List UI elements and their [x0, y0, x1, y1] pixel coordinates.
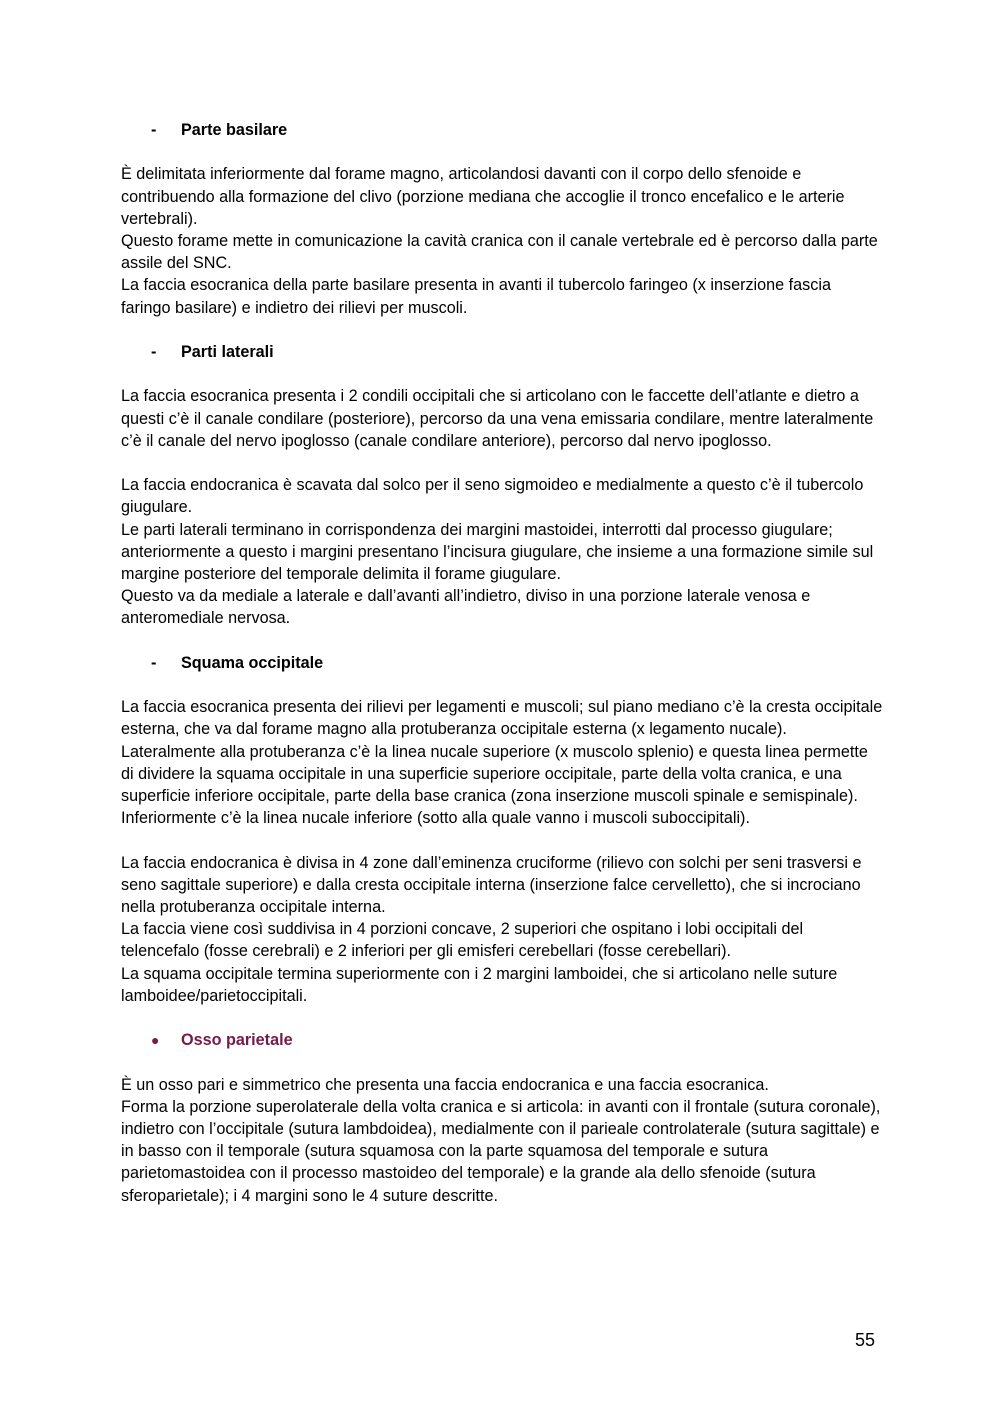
paragraph-group: [121, 852, 883, 1007]
paragraph-group: [121, 474, 883, 629]
heading-text: Parti laterali: [181, 342, 274, 361]
paragraph: È delimitata inferiormente dal forame magno, articolandosi davanti con il corpo dello sfenoide e contribuendo alla formazione del clivo (porzione mediana che accoglie il tronco encefalico e le arterie vertebrali).: [121, 165, 845, 228]
paragraph: Le parti laterali terminano in corrispondenza dei margini mastoidei, interrotti dal processo giugulare; anteriormente a questo i margini presentano l’incisura giugulare, che insieme a una formazione simile sul margine posteriore del temporale delimita il forame giugulare.: [121, 520, 874, 583]
paragraph-group: [121, 1074, 883, 1207]
dash-marker: -: [151, 342, 157, 361]
section-heading-parti-laterali: [121, 341, 883, 363]
paragraph-group: [121, 163, 883, 318]
paragraph: È un osso pari e simmetrico che presenta una faccia endocranica e una faccia esocranica.: [121, 1075, 769, 1094]
paragraph: Lateralmente alla protuberanza c’è la linea nucale superiore (x muscolo splenio) e questa linea permette di dividere la squama occipitale in una superficie superiore occipitale, parte della volta cranica, e una superficie inferiore occipitale, parte della base cranica (zona inserzione muscoli spinale e semispinale).: [121, 742, 868, 805]
section-heading-osso-parietale: [121, 1029, 883, 1051]
heading-text: Squama occipitale: [181, 653, 324, 672]
paragraph: La faccia endocranica è divisa in 4 zone dall’eminenza cruciforme (rilievo con solchi per seni trasversi e seno sagittale superiore) e dalla cresta occipitale interna (inserzione falce cervelletto), che si incrociano nella protuberanza occipitale interna.: [121, 853, 862, 916]
heading-text: Osso parietale: [181, 1031, 293, 1050]
dash-marker: -: [151, 121, 157, 139]
paragraph-group: [121, 696, 883, 829]
page-number: 55: [855, 1330, 876, 1350]
heading-text: Parte basilare: [181, 121, 288, 139]
paragraph: La faccia esocranica presenta i 2 condili occipitali che si articolano con le faccette dell’atlante e dietro a questi c’è il canale condilare (posteriore), percorso da una vena emissaria condilare, mentre lateralmente c’è il canale del nervo ipoglosso (canale condilare anteriore), percorso dal nervo ipoglosso.: [121, 387, 874, 450]
paragraph: Forma la porzione superolaterale della volta cranica e si articola: in avanti con il frontale (sutura coronale), indietro con l’occipitale (sutura lambdoidea), medialmente con il parieale controlaterale (sutura sagittale) e in basso con il temporale (sutura squamosa con la parte squamosa del temporale e sutura parietomastoidea con il processo mastoideo del temporale) e la grande ala dello sfenoide (sutura sferoparietale); i 4 margini sono le 4 suture descritte.: [121, 1097, 881, 1205]
document-body: [121, 119, 883, 1207]
paragraph: La faccia esocranica della parte basilare presenta in avanti il tubercolo faringeo (x inserzione fascia faringo basilare) e indietro dei rilievi per muscoli.: [121, 276, 831, 317]
paragraph: La faccia endocranica è scavata dal solco per il seno sigmoideo e medialmente a questo c’è il tubercolo giugulare.: [121, 476, 864, 517]
section-heading-squama-occipitale: [121, 652, 883, 674]
bullet-marker: ●: [151, 1032, 160, 1049]
paragraph-group: [121, 385, 883, 452]
paragraph: Inferiormente c’è la linea nucale inferiore (sotto alla quale vanno i muscoli suboccipitali).: [121, 809, 750, 828]
section-heading-parte-basilare: [121, 119, 883, 141]
paragraph: Questo va da mediale a laterale e dall’avanti all’indietro, diviso in una porzione laterale venosa e anteromediale nervosa.: [121, 587, 811, 628]
paragraph: Questo forame mette in comunicazione la cavità cranica con il canale vertebrale ed è percorso dalla parte assile del SNC.: [121, 231, 878, 273]
paragraph: La squama occipitale termina superiormente con i 2 margini lamboidei, che si articolano nelle suture lamboidee/parietoccipitali.: [121, 964, 838, 1005]
dash-marker: -: [151, 653, 157, 672]
paragraph: La faccia esocranica presenta dei rilievi per legamenti e muscoli; sul piano mediano c’è la cresta occipitale esterna, che va dal forame magno alla protuberanza occipitale esterna (x legamento nucale).: [121, 698, 883, 739]
paragraph: La faccia viene così suddivisa in 4 porzioni concave, 2 superiori che ospitano i lobi occipitali del telencefalo (fosse cerebrali) e 2 inferiori per gli emisferi cerebellari (fosse cerebellari).: [121, 920, 804, 961]
